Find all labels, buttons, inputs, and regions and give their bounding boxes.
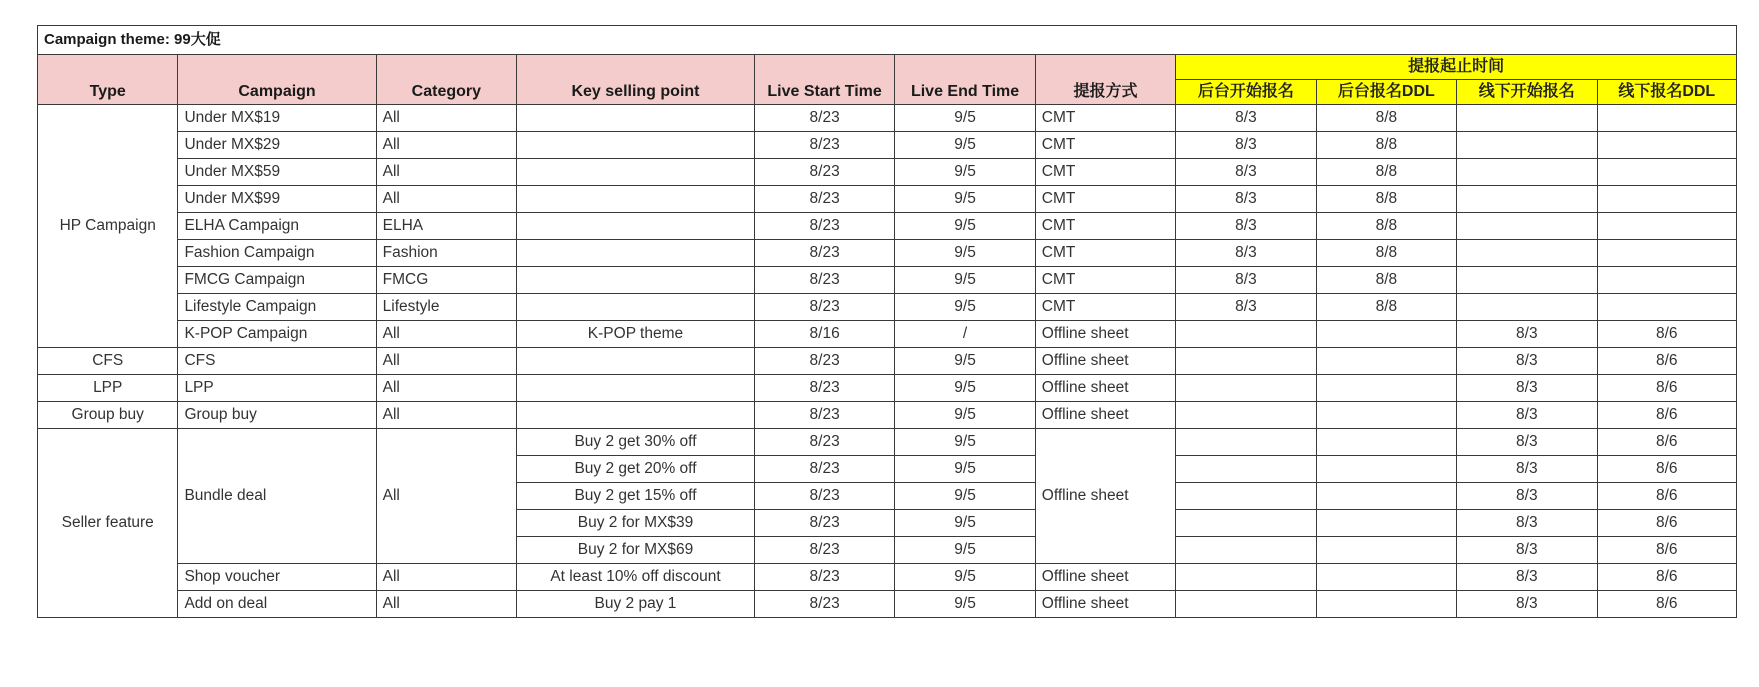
live-start-cell: 8/23 (754, 402, 894, 429)
offline-ddl-cell (1597, 159, 1736, 186)
offline-start-cell (1457, 132, 1597, 159)
backend-start-cell: 8/3 (1176, 132, 1316, 159)
table-row (38, 375, 1737, 402)
backend-ddl-cell (1316, 537, 1456, 564)
offline-start-cell: 8/3 (1457, 348, 1597, 375)
backend-ddl-cell: 8/8 (1316, 294, 1456, 321)
live-end-cell: 9/5 (895, 537, 1035, 564)
live-start-cell: 8/23 (754, 240, 894, 267)
live-start-cell: 8/23 (754, 267, 894, 294)
backend-start-cell (1176, 564, 1316, 591)
offline-ddl-cell: 8/6 (1597, 483, 1736, 510)
live-start-cell: 8/23 (754, 510, 894, 537)
offline-start-cell (1457, 159, 1597, 186)
table-row (38, 186, 1737, 213)
table-row (38, 294, 1737, 321)
method-cell: CMT (1035, 240, 1175, 267)
header-offline-start: 线下开始报名 (1457, 80, 1597, 105)
header-type: Type (38, 55, 178, 105)
live-end-cell: 9/5 (895, 429, 1035, 456)
live-end-cell: / (895, 321, 1035, 348)
method-cell: Offline sheet (1035, 348, 1175, 375)
key-selling-point-cell (517, 213, 755, 240)
offline-ddl-cell (1597, 294, 1736, 321)
key-selling-point-cell (517, 186, 755, 213)
backend-ddl-cell (1316, 375, 1456, 402)
category-cell: Fashion (376, 240, 516, 267)
backend-start-cell (1176, 456, 1316, 483)
offline-start-cell (1457, 105, 1597, 132)
live-start-cell: 8/23 (754, 456, 894, 483)
offline-ddl-cell: 8/6 (1597, 591, 1736, 618)
live-end-cell: 9/5 (895, 105, 1035, 132)
campaign-cell: CFS (178, 348, 376, 375)
key-selling-point-cell: Buy 2 get 15% off (517, 483, 755, 510)
live-end-cell: 9/5 (895, 564, 1035, 591)
table-row (38, 348, 1737, 375)
category-cell: Lifestyle (376, 294, 516, 321)
table-row (38, 240, 1737, 267)
method-cell: CMT (1035, 294, 1175, 321)
backend-ddl-cell (1316, 591, 1456, 618)
method-cell: Offline sheet (1035, 564, 1175, 591)
method-cell: Offline sheet (1035, 429, 1175, 564)
method-cell: CMT (1035, 267, 1175, 294)
type-cell: Seller feature (38, 429, 178, 618)
live-start-cell: 8/23 (754, 348, 894, 375)
live-end-cell: 9/5 (895, 348, 1035, 375)
campaign-cell: Under MX$19 (178, 105, 376, 132)
offline-start-cell (1457, 213, 1597, 240)
backend-ddl-cell: 8/8 (1316, 105, 1456, 132)
header-campaign: Campaign (178, 55, 376, 105)
type-cell: CFS (38, 348, 178, 375)
campaign-cell: Lifestyle Campaign (178, 294, 376, 321)
campaign-cell: Fashion Campaign (178, 240, 376, 267)
live-end-cell: 9/5 (895, 213, 1035, 240)
offline-ddl-cell: 8/6 (1597, 510, 1736, 537)
category-cell: All (376, 159, 516, 186)
header-live-end: Live End Time (895, 55, 1035, 105)
method-cell: CMT (1035, 132, 1175, 159)
key-selling-point-cell: At least 10% off discount (517, 564, 755, 591)
backend-ddl-cell (1316, 321, 1456, 348)
backend-start-cell: 8/3 (1176, 186, 1316, 213)
key-selling-point-cell (517, 348, 755, 375)
offline-ddl-cell: 8/6 (1597, 429, 1736, 456)
backend-start-cell (1176, 510, 1316, 537)
offline-start-cell (1457, 186, 1597, 213)
live-end-cell: 9/5 (895, 591, 1035, 618)
backend-start-cell: 8/3 (1176, 213, 1316, 240)
offline-ddl-cell (1597, 132, 1736, 159)
header-category: Category (376, 55, 516, 105)
table-row (38, 132, 1737, 159)
offline-start-cell: 8/3 (1457, 321, 1597, 348)
backend-ddl-cell: 8/8 (1316, 132, 1456, 159)
method-cell: Offline sheet (1035, 591, 1175, 618)
live-end-cell: 9/5 (895, 186, 1035, 213)
campaign-cell: K-POP Campaign (178, 321, 376, 348)
live-end-cell: 9/5 (895, 402, 1035, 429)
live-start-cell: 8/23 (754, 105, 894, 132)
campaign-cell: Shop voucher (178, 564, 376, 591)
campaign-cell: LPP (178, 375, 376, 402)
offline-ddl-cell (1597, 267, 1736, 294)
key-selling-point-cell (517, 105, 755, 132)
table-row (38, 267, 1737, 294)
method-cell: CMT (1035, 159, 1175, 186)
backend-ddl-cell: 8/8 (1316, 186, 1456, 213)
method-cell: Offline sheet (1035, 375, 1175, 402)
backend-ddl-cell (1316, 483, 1456, 510)
header-live-start: Live Start Time (754, 55, 894, 105)
live-start-cell: 8/23 (754, 132, 894, 159)
live-start-cell: 8/16 (754, 321, 894, 348)
backend-start-cell (1176, 483, 1316, 510)
key-selling-point-cell (517, 159, 755, 186)
live-start-cell: 8/23 (754, 159, 894, 186)
key-selling-point-cell (517, 240, 755, 267)
backend-start-cell (1176, 402, 1316, 429)
offline-ddl-cell: 8/6 (1597, 375, 1736, 402)
category-cell: All (376, 375, 516, 402)
offline-ddl-cell: 8/6 (1597, 537, 1736, 564)
key-selling-point-cell: Buy 2 get 30% off (517, 429, 755, 456)
table-row (38, 429, 1737, 456)
live-end-cell: 9/5 (895, 456, 1035, 483)
live-start-cell: 8/23 (754, 186, 894, 213)
backend-ddl-cell: 8/8 (1316, 240, 1456, 267)
type-cell: HP Campaign (38, 105, 178, 348)
category-cell: ELHA (376, 213, 516, 240)
offline-start-cell: 8/3 (1457, 510, 1597, 537)
method-cell: Offline sheet (1035, 321, 1175, 348)
type-cell: Group buy (38, 402, 178, 429)
key-selling-point-cell (517, 132, 755, 159)
offline-start-cell: 8/3 (1457, 564, 1597, 591)
category-cell: All (376, 402, 516, 429)
method-cell: Offline sheet (1035, 402, 1175, 429)
live-end-cell: 9/5 (895, 240, 1035, 267)
live-start-cell: 8/23 (754, 537, 894, 564)
backend-start-cell: 8/3 (1176, 267, 1316, 294)
table-row (38, 213, 1737, 240)
backend-ddl-cell (1316, 510, 1456, 537)
offline-ddl-cell: 8/6 (1597, 564, 1736, 591)
table-row (38, 402, 1737, 429)
live-end-cell: 9/5 (895, 375, 1035, 402)
category-cell: All (376, 564, 516, 591)
category-cell: All (376, 132, 516, 159)
backend-start-cell (1176, 321, 1316, 348)
backend-start-cell (1176, 375, 1316, 402)
type-cell: LPP (38, 375, 178, 402)
offline-ddl-cell: 8/6 (1597, 456, 1736, 483)
offline-ddl-cell (1597, 240, 1736, 267)
offline-start-cell: 8/3 (1457, 375, 1597, 402)
offline-start-cell (1457, 294, 1597, 321)
live-start-cell: 8/23 (754, 213, 894, 240)
key-selling-point-cell (517, 402, 755, 429)
live-start-cell: 8/23 (754, 375, 894, 402)
offline-start-cell (1457, 240, 1597, 267)
key-selling-point-cell: Buy 2 for MX$69 (517, 537, 755, 564)
backend-start-cell: 8/3 (1176, 159, 1316, 186)
key-selling-point-cell (517, 267, 755, 294)
live-end-cell: 9/5 (895, 159, 1035, 186)
offline-ddl-cell (1597, 186, 1736, 213)
backend-ddl-cell: 8/8 (1316, 159, 1456, 186)
header-key-selling-point: Key selling point (517, 55, 755, 105)
campaign-cell: Bundle deal (178, 429, 376, 564)
key-selling-point-cell (517, 375, 755, 402)
backend-start-cell (1176, 537, 1316, 564)
method-cell: CMT (1035, 213, 1175, 240)
header-method: 提报方式 (1035, 55, 1175, 105)
category-cell: All (376, 429, 516, 564)
table-row (38, 321, 1737, 348)
campaign-cell: Add on deal (178, 591, 376, 618)
backend-ddl-cell (1316, 429, 1456, 456)
key-selling-point-cell (517, 294, 755, 321)
key-selling-point-cell: Buy 2 pay 1 (517, 591, 755, 618)
table-row (38, 591, 1737, 618)
backend-start-cell: 8/3 (1176, 240, 1316, 267)
header-backend-ddl: 后台报名DDL (1316, 80, 1456, 105)
backend-ddl-cell (1316, 402, 1456, 429)
method-cell: CMT (1035, 105, 1175, 132)
table-row (38, 564, 1737, 591)
campaign-cell: ELHA Campaign (178, 213, 376, 240)
category-cell: All (376, 321, 516, 348)
key-selling-point-cell: Buy 2 for MX$39 (517, 510, 755, 537)
category-cell: All (376, 105, 516, 132)
offline-start-cell: 8/3 (1457, 402, 1597, 429)
live-start-cell: 8/23 (754, 591, 894, 618)
backend-start-cell: 8/3 (1176, 294, 1316, 321)
category-cell: All (376, 348, 516, 375)
backend-start-cell (1176, 429, 1316, 456)
live-end-cell: 9/5 (895, 132, 1035, 159)
live-end-cell: 9/5 (895, 483, 1035, 510)
campaign-cell: FMCG Campaign (178, 267, 376, 294)
header-registration-period: 提报起止时间 (1176, 55, 1737, 80)
campaign-cell: Under MX$99 (178, 186, 376, 213)
method-cell: CMT (1035, 186, 1175, 213)
live-start-cell: 8/23 (754, 483, 894, 510)
campaign-theme: Campaign theme: 99大促 (38, 26, 1737, 55)
offline-start-cell: 8/3 (1457, 537, 1597, 564)
backend-start-cell (1176, 591, 1316, 618)
key-selling-point-cell: K-POP theme (517, 321, 755, 348)
category-cell: All (376, 186, 516, 213)
table-row (38, 105, 1737, 132)
campaign-table (37, 25, 1737, 618)
live-start-cell: 8/23 (754, 564, 894, 591)
backend-start-cell: 8/3 (1176, 105, 1316, 132)
backend-ddl-cell: 8/8 (1316, 267, 1456, 294)
backend-ddl-cell (1316, 564, 1456, 591)
key-selling-point-cell: Buy 2 get 20% off (517, 456, 755, 483)
campaign-cell: Under MX$59 (178, 159, 376, 186)
offline-ddl-cell: 8/6 (1597, 321, 1736, 348)
live-end-cell: 9/5 (895, 267, 1035, 294)
header-offline-ddl: 线下报名DDL (1597, 80, 1736, 105)
offline-start-cell: 8/3 (1457, 429, 1597, 456)
campaign-cell: Group buy (178, 402, 376, 429)
offline-ddl-cell (1597, 213, 1736, 240)
live-start-cell: 8/23 (754, 429, 894, 456)
live-end-cell: 9/5 (895, 294, 1035, 321)
backend-ddl-cell: 8/8 (1316, 213, 1456, 240)
backend-start-cell (1176, 348, 1316, 375)
category-cell: FMCG (376, 267, 516, 294)
backend-ddl-cell (1316, 456, 1456, 483)
offline-ddl-cell: 8/6 (1597, 348, 1736, 375)
header-backend-start: 后台开始报名 (1176, 80, 1316, 105)
offline-ddl-cell (1597, 105, 1736, 132)
backend-ddl-cell (1316, 348, 1456, 375)
table-row (38, 159, 1737, 186)
offline-start-cell (1457, 267, 1597, 294)
category-cell: All (376, 591, 516, 618)
offline-start-cell: 8/3 (1457, 591, 1597, 618)
live-start-cell: 8/23 (754, 294, 894, 321)
offline-ddl-cell: 8/6 (1597, 402, 1736, 429)
live-end-cell: 9/5 (895, 510, 1035, 537)
campaign-cell: Under MX$29 (178, 132, 376, 159)
offline-start-cell: 8/3 (1457, 456, 1597, 483)
offline-start-cell: 8/3 (1457, 483, 1597, 510)
